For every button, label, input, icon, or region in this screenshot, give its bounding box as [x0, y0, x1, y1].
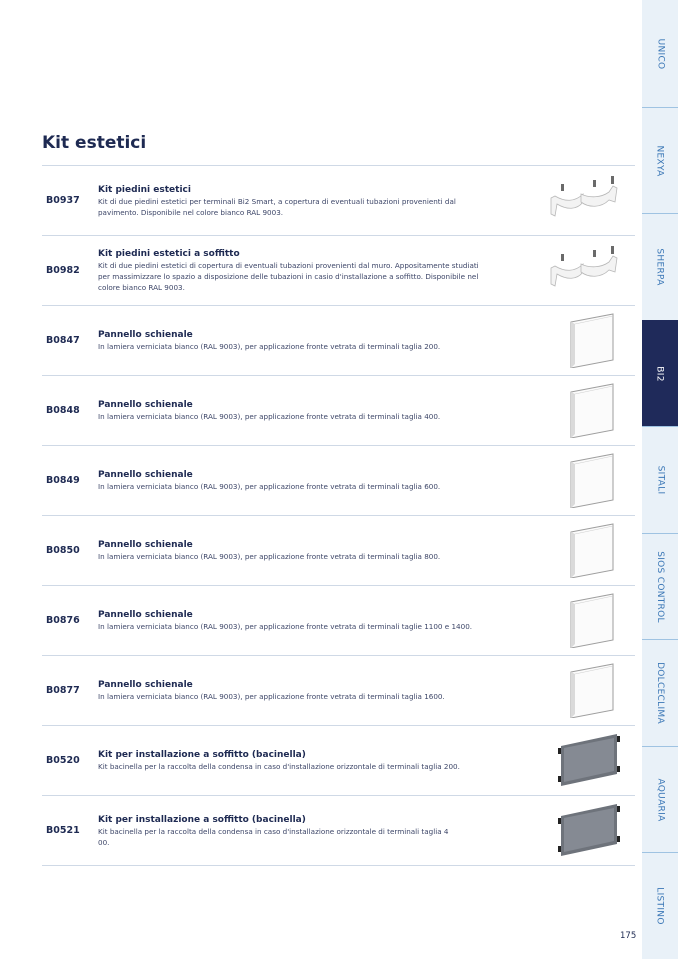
product-info	[98, 726, 498, 795]
feet-kit-icon	[545, 242, 625, 298]
product-name: Pannello schienale	[98, 470, 193, 480]
tab-sherpa[interactable]	[642, 213, 678, 320]
product-description	[98, 551, 498, 562]
white-panel-icon	[545, 312, 625, 368]
product-description	[98, 621, 498, 632]
product-row	[42, 656, 635, 726]
product-description	[98, 260, 498, 293]
product-name: Pannello schienale	[98, 400, 193, 410]
product-code: B0937	[46, 195, 80, 206]
product-row	[42, 166, 635, 236]
tab-unico[interactable]	[642, 0, 678, 107]
product-code: B0876	[46, 615, 80, 626]
product-name: Pannello schienale	[98, 540, 193, 550]
page-number: 175	[620, 931, 637, 941]
tab-label: DOLCECLIMA	[655, 662, 665, 724]
product-info	[98, 796, 498, 865]
product-row	[42, 586, 635, 656]
description-line: per massimizzare lo spazio a disposizione delle tubazioni in casio d'installazione a soffitto. Disponibile nel	[98, 272, 479, 281]
tab-label: LISTINO	[655, 887, 666, 925]
description-line: In lamiera verniciata bianco (RAL 9003), per applicazione fronte vetrata di terminali taglie 1100 e 1400.	[98, 622, 473, 631]
description-line: pavimento. Disponibile nel colore bianco RAL 9003.	[98, 207, 284, 217]
page-title: Kit estetici	[42, 133, 147, 153]
tab-sitali[interactable]	[642, 426, 678, 533]
product-name: Kit piedini estetici	[98, 184, 191, 195]
tab-bi2[interactable]	[642, 320, 678, 426]
product-row	[42, 796, 635, 866]
tab-sios-control[interactable]	[642, 533, 678, 639]
product-row	[42, 376, 635, 446]
section-sidebar	[642, 0, 678, 959]
white-panel-icon	[545, 592, 625, 648]
product-info	[98, 656, 498, 725]
product-name: Pannello schienale	[98, 330, 193, 340]
grey-tray-icon	[545, 732, 625, 788]
product-info	[98, 446, 498, 515]
product-code: B0521	[46, 825, 80, 836]
tab-label: SHERPA	[655, 248, 666, 286]
description-line: 00.	[98, 837, 110, 847]
product-row	[42, 516, 635, 586]
product-code: B0520	[46, 755, 80, 766]
tab-dolceclima[interactable]	[642, 639, 678, 746]
product-code: B0877	[46, 685, 80, 696]
tab-label: SIOS CONTROL	[655, 550, 666, 623]
product-description	[98, 481, 498, 492]
product-code: B0849	[46, 475, 80, 486]
feet-kit-icon	[545, 172, 625, 228]
product-row	[42, 726, 635, 796]
tab-aquaria[interactable]	[642, 746, 678, 852]
tab-label: NEXYA	[654, 144, 665, 177]
product-description	[98, 196, 498, 218]
description-line: In lamiera verniciata bianco (RAL 9003), per applicazione fronte vetrata di terminali taglia 200.	[98, 342, 441, 351]
product-code: B0850	[46, 545, 80, 556]
product-description	[98, 691, 498, 702]
product-info	[98, 376, 498, 445]
product-name: Kit piedini estetici a soffitto	[98, 249, 240, 259]
product-info	[98, 236, 498, 305]
product-row	[42, 446, 635, 516]
description-line: In lamiera verniciata bianco (RAL 9003), per applicazione fronte vetrata di terminali taglia 1600.	[98, 692, 445, 701]
product-info	[98, 516, 498, 585]
product-info	[98, 586, 498, 655]
product-name: Pannello schienale	[98, 610, 193, 620]
tab-label: AQUARIA	[655, 778, 665, 821]
product-row	[42, 306, 635, 376]
product-description	[98, 826, 498, 848]
product-description	[98, 761, 498, 772]
description-line: Kit bacinella per la raccolta della condensa in caso d'installazione orizzontale di terminali taglia 4	[98, 826, 449, 836]
description-line: In lamiera verniciata bianco (RAL 9003), per applicazione fronte vetrata di terminali taglia 800.	[98, 552, 441, 561]
grey-tray-icon	[545, 802, 625, 858]
description-line: Kit bacinella per la raccolta della condensa in caso d'installazione orizzontale di terminali taglia 200.	[98, 762, 460, 771]
description-line: In lamiera verniciata bianco (RAL 9003), per applicazione fronte vetrata di terminali taglia 400.	[98, 412, 441, 421]
tab-label: SITALI	[654, 465, 665, 495]
product-code: B0848	[46, 405, 80, 416]
description-line: In lamiera verniciata bianco (RAL 9003), per applicazione fronte vetrata di terminali taglia 600.	[98, 482, 441, 491]
white-panel-icon	[545, 662, 625, 718]
product-description	[98, 411, 498, 422]
white-panel-icon	[545, 452, 625, 508]
product-code: B0847	[46, 335, 80, 346]
tab-label: UNICO	[655, 38, 665, 69]
product-code: B0982	[46, 265, 80, 276]
description-line: Kit di due piedini estetici per terminali Bi2 Smart, a copertura di eventuali tubazioni provenienti dal	[98, 196, 456, 206]
white-panel-icon	[545, 382, 625, 438]
description-line: Kit di due piedini estetici di copertura di eventuali tubazioni provenienti dal muro. Appositamente studiati	[98, 261, 479, 270]
product-row	[42, 236, 635, 306]
product-name: Kit per installazione a soffitto (bacinella)	[98, 814, 306, 825]
product-name: Kit per installazione a soffitto (bacinella)	[98, 750, 306, 760]
product-description	[98, 341, 498, 352]
product-info	[98, 306, 498, 375]
tab-label: BI2	[655, 365, 665, 382]
tab-listino[interactable]	[642, 852, 678, 959]
product-list	[42, 165, 635, 866]
tab-nexya[interactable]	[642, 107, 678, 213]
white-panel-icon	[545, 522, 625, 578]
product-name: Pannello schienale	[98, 680, 193, 690]
product-info	[98, 166, 498, 235]
description-line: colore bianco RAL 9003.	[98, 283, 185, 292]
